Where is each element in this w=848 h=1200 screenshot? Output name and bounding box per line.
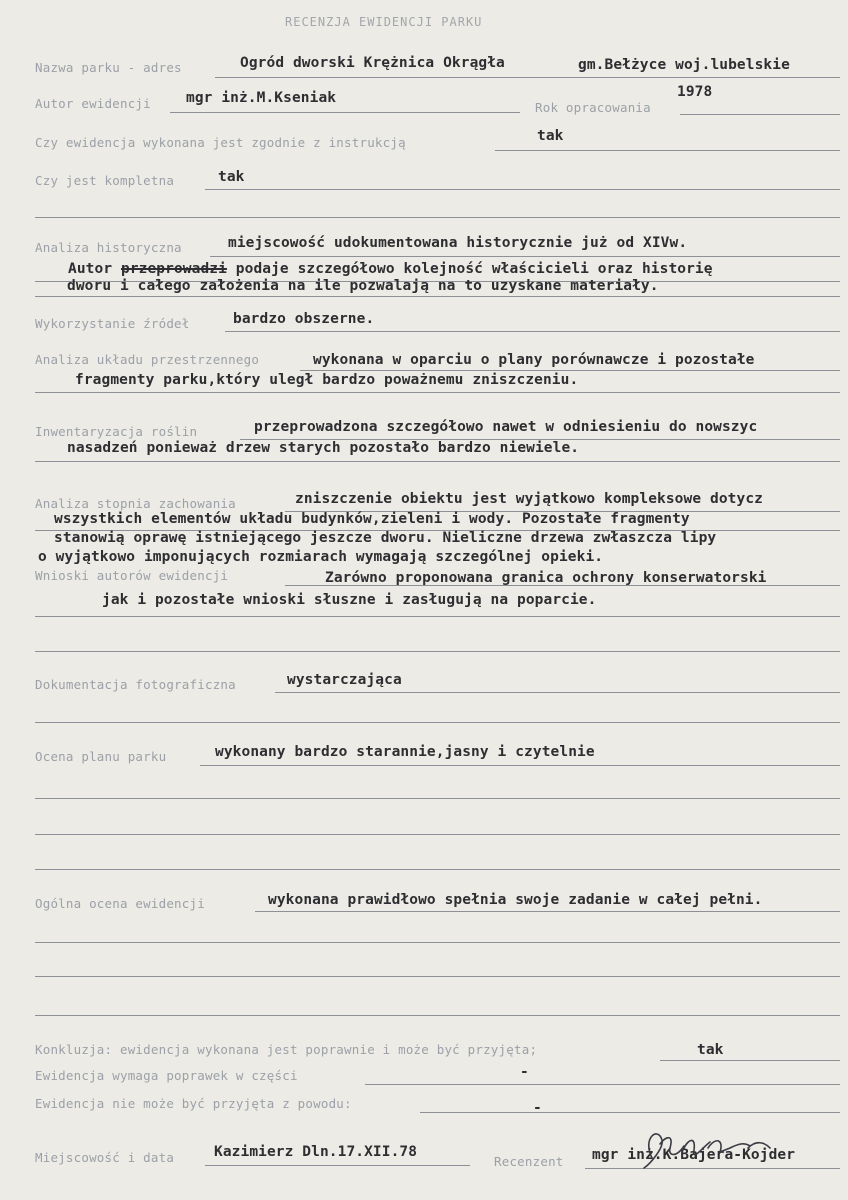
overall-assessment-value: wykonana prawidłowo spełnia swoje zadanie w całej pełni. <box>268 892 763 908</box>
conclusion-accept-value: tak <box>697 1042 724 1058</box>
photo-documentation-value: wystarczająca <box>287 672 402 688</box>
conclusions-rule-3 <box>35 651 840 652</box>
photo-documentation-rule <box>275 692 840 693</box>
author-value: mgr inż.M.Kseniak <box>186 90 337 106</box>
conclusions-line2: jak i pozostałe wnioski słuszne i zasługują na poparcie. <box>102 592 597 608</box>
author-rule <box>170 112 520 113</box>
year-value: 1978 <box>677 84 713 100</box>
plant-inventory-line1: przeprowadzona szczegółowo nawet w odniesieniu do nowszyc <box>254 419 758 435</box>
completeness-value: tak <box>218 169 245 185</box>
completeness-rule <box>205 189 840 190</box>
corrections-label: Ewidencja wymaga poprawek w części <box>35 1068 298 1083</box>
rejection-label: Ewidencja nie może być przyjęta z powodu: <box>35 1096 352 1111</box>
park-plan-rule-4 <box>35 869 840 870</box>
park-plan-rule-3 <box>35 834 840 835</box>
historical-analysis-label: Analiza historyczna <box>35 240 182 255</box>
overall-assessment-rule-3 <box>35 976 840 977</box>
park-plan-rule-2 <box>35 798 840 799</box>
preservation-line3: stanowią oprawę istniejącego jeszcze dworu. Nieliczne drzewa zwłaszcza lipy <box>54 530 717 546</box>
park-plan-value: wykonany bardzo starannie,jasny i czytelnie <box>215 744 595 760</box>
corrections-value: - <box>520 1064 529 1080</box>
document-header: RECENZJA EWIDENCJI PARKU <box>285 15 483 29</box>
overall-assessment-label: Ogólna ocena ewidencji <box>35 896 205 911</box>
reviewer-value: mgr inż.K.Bajera-Kojder <box>592 1147 796 1163</box>
historical-analysis-rule-1 <box>210 256 840 257</box>
plant-inventory-line2: nasadzeń ponieważ drzew starych pozostało bardzo niewiele. <box>67 440 580 456</box>
completeness-label: Czy jest kompletna <box>35 173 175 188</box>
conclusions-line1: Zarówno proponowana granica ochrony konserwatorski <box>325 570 767 586</box>
park-name-value: Ogród dworski Krężnica Okrągła <box>240 55 505 71</box>
spatial-layout-rule-1 <box>300 370 840 371</box>
conclusion-accept-label: Konkluzja: ewidencja wykonana jest poprawnie i może być przyjęta; <box>35 1042 538 1057</box>
park-location-value: gm.Bełżyce woj.lubelskie <box>578 57 790 73</box>
overall-assessment-rule-4 <box>35 1015 840 1016</box>
preservation-label: Analiza stopnia zachowania <box>35 496 236 511</box>
historical-analysis-rule-3 <box>35 296 840 297</box>
historical-analysis-line1: miejscowość udokumentowana historycznie już od XIVw. <box>228 235 688 251</box>
author-label: Autor ewidencji <box>35 96 151 111</box>
historical-analysis-line3: dworu i całego założenia na ile pozwalają na to uzyskane materiały. <box>67 278 659 294</box>
spatial-layout-line1: wykonana w oparciu o plany porównawcze i pozostałe <box>313 352 755 368</box>
preservation-line4: o wyjątkowo imponujących rozmiarach wymagają szczególnej opieki. <box>38 549 604 565</box>
conclusions-rule-2 <box>35 616 840 617</box>
rejection-value: - <box>533 1100 542 1116</box>
preservation-line1: zniszczenie obiektu jest wyjątkowo kompleksowe dotycz <box>295 491 763 507</box>
place-date-label: Miejscowość i data <box>35 1150 175 1165</box>
park-name-rule <box>215 77 840 78</box>
conclusions-label: Wnioski autorów ewidencji <box>35 568 229 583</box>
photo-documentation-rule-2 <box>35 722 840 723</box>
historical-analysis-line2: Autor przeprowadzi podaje szczegółowo kolejność właścicieli oraz historię <box>68 261 713 277</box>
overall-assessment-rule-2 <box>35 942 840 943</box>
park-name-label: Nazwa parku - adres <box>35 60 182 75</box>
conclusion-accept-rule <box>660 1060 840 1061</box>
plant-inventory-label: Inwentaryzacja roślin <box>35 424 198 439</box>
place-date-rule <box>205 1165 470 1166</box>
sources-rule <box>225 331 840 332</box>
year-rule <box>680 114 840 115</box>
instruction-compliance-rule <box>495 150 840 151</box>
conclusions-rule-1 <box>285 585 840 586</box>
place-date-value: Kazimierz Dln.17.XII.78 <box>214 1144 418 1160</box>
spatial-layout-rule-2 <box>35 392 840 393</box>
overall-assessment-rule <box>255 911 840 912</box>
plant-inventory-rule-2 <box>35 461 840 462</box>
spatial-layout-line2: fragmenty parku,który uległ bardzo poważnemu zniszczeniu. <box>75 372 579 388</box>
photo-documentation-label: Dokumentacja fotograficzna <box>35 677 236 692</box>
sources-value: bardzo obszerne. <box>233 311 375 327</box>
rejection-rule <box>420 1112 840 1113</box>
handwritten-signature <box>630 1118 790 1178</box>
corrections-rule <box>365 1084 840 1085</box>
spatial-layout-label: Analiza układu przestrzennego <box>35 352 260 367</box>
preservation-line2: wszystkich elementów układu budynków,zieleni i wody. Pozostałe fragmenty <box>54 511 690 527</box>
year-label: Rok opracowania <box>535 100 651 115</box>
park-plan-rule <box>200 765 840 766</box>
completeness-rule-2 <box>35 217 840 218</box>
instruction-compliance-label: Czy ewidencja wykonana jest zgodnie z instrukcją <box>35 135 406 150</box>
instruction-compliance-value: tak <box>537 128 564 144</box>
park-plan-label: Ocena planu parku <box>35 749 167 764</box>
sources-label: Wykorzystanie źródeł <box>35 316 190 331</box>
reviewer-label: Recenzent <box>494 1154 564 1169</box>
